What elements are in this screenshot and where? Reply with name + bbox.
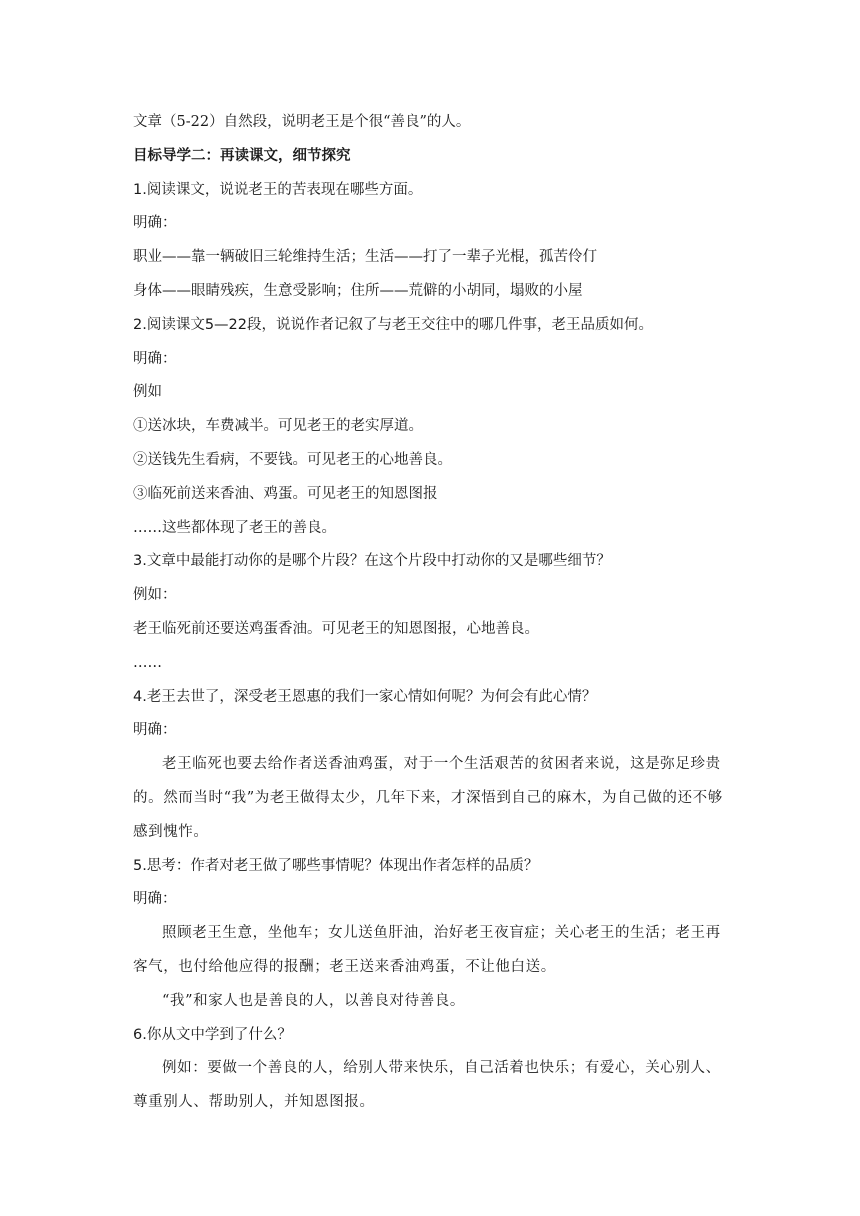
text-line: ……这些都体现了老王的善良。 bbox=[133, 519, 336, 536]
answer-label: 明确： bbox=[133, 350, 177, 367]
question-3: 3.文章中最能打动你的是哪个片段？在这个片段中打动你的又是哪些细节？ bbox=[133, 553, 611, 570]
question-2: 2.阅读课文5—22段，说说作者记叙了与老王交往中的哪几件事，老王品质如何。 bbox=[133, 316, 654, 333]
text-line: 例如 bbox=[133, 384, 162, 401]
answer-paragraph: “我”和家人也是善良的人，以善良对待善良。 bbox=[162, 992, 465, 1009]
ellipsis-line: …… bbox=[133, 654, 162, 671]
text-line: 老王临死前还要送鸡蛋香油。可见老王的知恩图报，心地善良。 bbox=[133, 620, 539, 637]
list-item: ③临死前送来香油、鸡蛋。可见老王的知恩图报 bbox=[133, 485, 438, 502]
text-line: 身体——眼睛残疾，生意受影响；住所——荒僻的小胡同，塌败的小屋 bbox=[133, 282, 583, 299]
question-6: 6.你从文中学到了什么？ bbox=[133, 1026, 292, 1043]
answer-label: 明确： bbox=[133, 891, 177, 908]
text-line: 职业——靠一辆破旧三轮维持生活；生活——打了一辈子光棍，孤苦伶仃 bbox=[133, 249, 597, 266]
question-1: 1.阅读课文，说说老王的苦表现在哪些方面。 bbox=[133, 181, 423, 198]
question-4: 4.老王去世了，深受老王恩惠的我们一家心情如何呢？为何会有此心情？ bbox=[133, 688, 597, 705]
section-heading: 目标导学二：再读课文，细节探究 bbox=[133, 147, 351, 164]
list-item: ①送冰块，车费减半。可见老王的老实厚道。 bbox=[133, 418, 423, 435]
document-body bbox=[133, 106, 733, 1120]
question-5: 5.思考：作者对老王做了哪些事情呢？体现出作者怎样的品质？ bbox=[133, 857, 539, 874]
answer-label: 明确： bbox=[133, 215, 177, 232]
answer-paragraph: 照顾老王生意，坐他车；女儿送鱼肝油，治好老王夜盲症；关心老王的生活；老王再客气，也付给他应得的报酬；老王送来香油鸡蛋，不让他白送。 bbox=[133, 925, 721, 975]
text-line: 文章（5-22）自然段，说明老王是个很“善良”的人。 bbox=[133, 114, 471, 130]
answer-label: 明确： bbox=[133, 722, 177, 739]
answer-label: 例如： bbox=[133, 587, 177, 604]
answer-paragraph: 例如：要做一个善良的人，给别人带来快乐，自己活着也快乐；有爱心，关心别人、尊重别人、帮助别人，并知恩图报。 bbox=[133, 1060, 721, 1111]
list-item: ②送钱先生看病，不要钱。可见老王的心地善良。 bbox=[133, 451, 452, 468]
answer-paragraph: 老王临死也要去给作者送香油鸡蛋，对于一个生活艰苦的贫困者来说，这是弥足珍贵的。然而当时“我”为老王做得太少，几年下来，才深悟到自己的麻木，为自己做的还不够感到愧怍。 bbox=[133, 756, 723, 840]
